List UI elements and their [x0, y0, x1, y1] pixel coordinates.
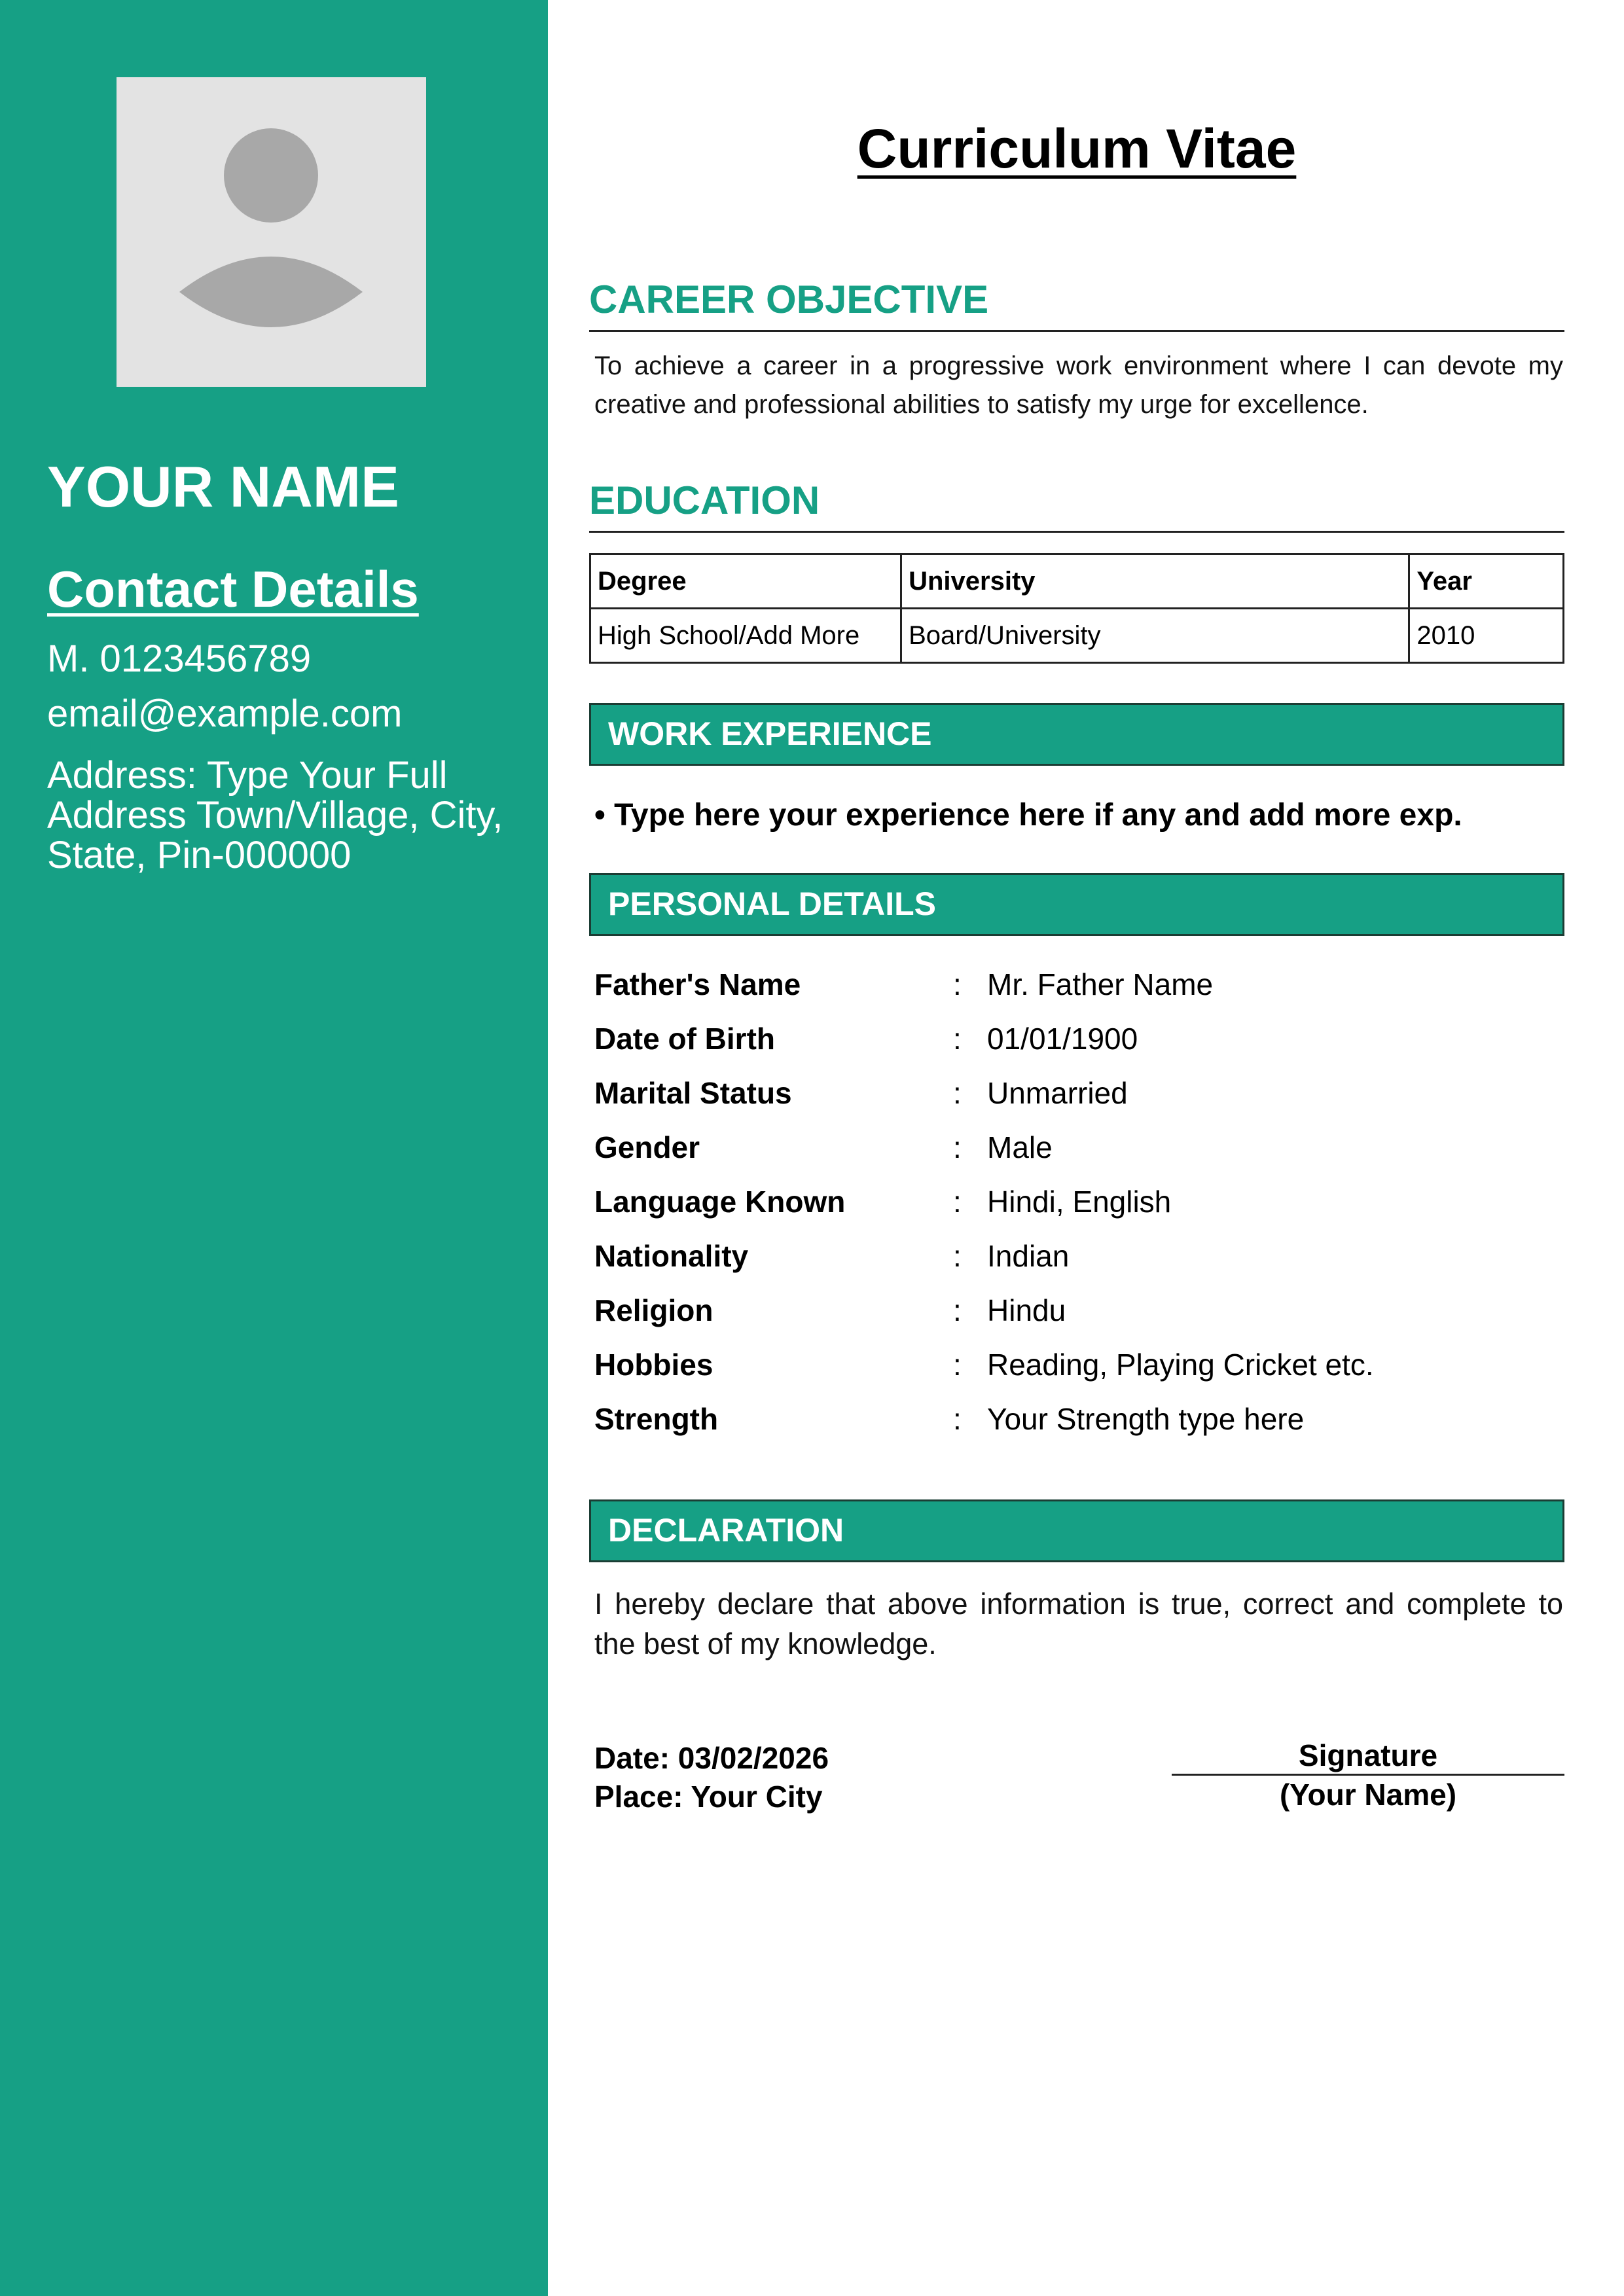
- detail-separator: :: [953, 1022, 962, 1056]
- phone-number: M. 0123456789: [47, 637, 312, 680]
- footer-date: Date: 03/02/2026: [594, 1741, 829, 1775]
- candidate-name: YOUR NAME: [47, 454, 399, 519]
- detail-label: Religion: [594, 1293, 713, 1327]
- page-title: Curriculum Vitae: [857, 118, 1297, 179]
- column-header-degree: Degree: [590, 554, 901, 609]
- education-table-header: [590, 554, 1564, 609]
- personal-detail-row: [594, 965, 1563, 1004]
- signature-label: Signature: [1172, 1737, 1564, 1776]
- declaration-heading: DECLARATION: [589, 1499, 1564, 1562]
- university-cell: Board/University: [901, 609, 1409, 663]
- email-address: email@example.com: [47, 692, 403, 735]
- contact-details-heading: Contact Details: [47, 560, 419, 618]
- detail-separator: :: [953, 1076, 962, 1110]
- detail-value: Indian: [987, 1239, 1070, 1273]
- work-experience-heading: WORK EXPERIENCE: [589, 703, 1564, 766]
- detail-separator: :: [953, 1185, 962, 1219]
- personal-detail-row: [594, 1019, 1563, 1058]
- person-placeholder-icon: [117, 77, 426, 387]
- detail-label: Father's Name: [594, 967, 801, 1001]
- footer-place: Place: Your City: [594, 1780, 823, 1814]
- detail-label: Language Known: [594, 1185, 846, 1219]
- personal-detail-row: [594, 1128, 1563, 1167]
- detail-separator: :: [953, 1348, 962, 1382]
- detail-value: Your Strength type here: [987, 1402, 1305, 1436]
- profile-photo: [117, 77, 426, 387]
- column-header-year: Year: [1409, 554, 1564, 609]
- detail-value: Reading, Playing Cricket etc.: [987, 1348, 1374, 1382]
- career-objective-text: To achieve a career in a progressive work environment where I can devote my creative and professional abilities to satisfy my urge for excellence.: [594, 351, 1563, 419]
- detail-label: Date of Birth: [594, 1022, 775, 1056]
- personal-detail-row: [594, 1182, 1563, 1221]
- detail-separator: :: [953, 1130, 962, 1164]
- detail-value: Mr. Father Name: [987, 967, 1214, 1001]
- table-row: [590, 609, 1564, 663]
- education-heading: EDUCATION: [589, 481, 1564, 533]
- degree-cell: High School/Add More: [590, 609, 901, 663]
- detail-label: Gender: [594, 1130, 700, 1164]
- personal-detail-row: [594, 1399, 1563, 1439]
- personal-detail-row: [594, 1236, 1563, 1276]
- education-table: [589, 553, 1564, 664]
- year-cell: 2010: [1409, 609, 1564, 663]
- detail-separator: :: [953, 1293, 962, 1327]
- signature-block: [1172, 1737, 1564, 1814]
- column-header-university: University: [901, 554, 1409, 609]
- declaration-text: I hereby declare that above information is true, correct and complete to the best of my knowledge.: [594, 1587, 1563, 1660]
- personal-detail-row: [594, 1291, 1563, 1330]
- work-experience-item: • Type here your experience here if any and add more exp.: [594, 798, 1462, 833]
- detail-label: Nationality: [594, 1239, 749, 1273]
- signature-name: (Your Name): [1279, 1778, 1457, 1812]
- personal-detail-row: [594, 1345, 1563, 1384]
- personal-details-heading: PERSONAL DETAILS: [589, 873, 1564, 936]
- detail-value: 01/01/1900: [987, 1022, 1138, 1056]
- detail-value: Hindu: [987, 1293, 1066, 1327]
- personal-detail-row: [594, 1073, 1563, 1113]
- detail-separator: :: [953, 967, 962, 1001]
- sidebar: [0, 0, 548, 2296]
- detail-value: Male: [987, 1130, 1053, 1164]
- postal-address: Address: Type Your Full Address Town/Village, City, State, Pin-000000: [47, 754, 503, 876]
- detail-label: Hobbies: [594, 1348, 713, 1382]
- detail-label: Marital Status: [594, 1076, 792, 1110]
- detail-separator: :: [953, 1402, 962, 1436]
- detail-label: Strength: [594, 1402, 719, 1436]
- detail-separator: :: [953, 1239, 962, 1273]
- detail-value: Unmarried: [987, 1076, 1128, 1110]
- detail-value: Hindi, English: [987, 1185, 1172, 1219]
- career-objective-heading: CAREER OBJECTIVE: [589, 280, 1564, 332]
